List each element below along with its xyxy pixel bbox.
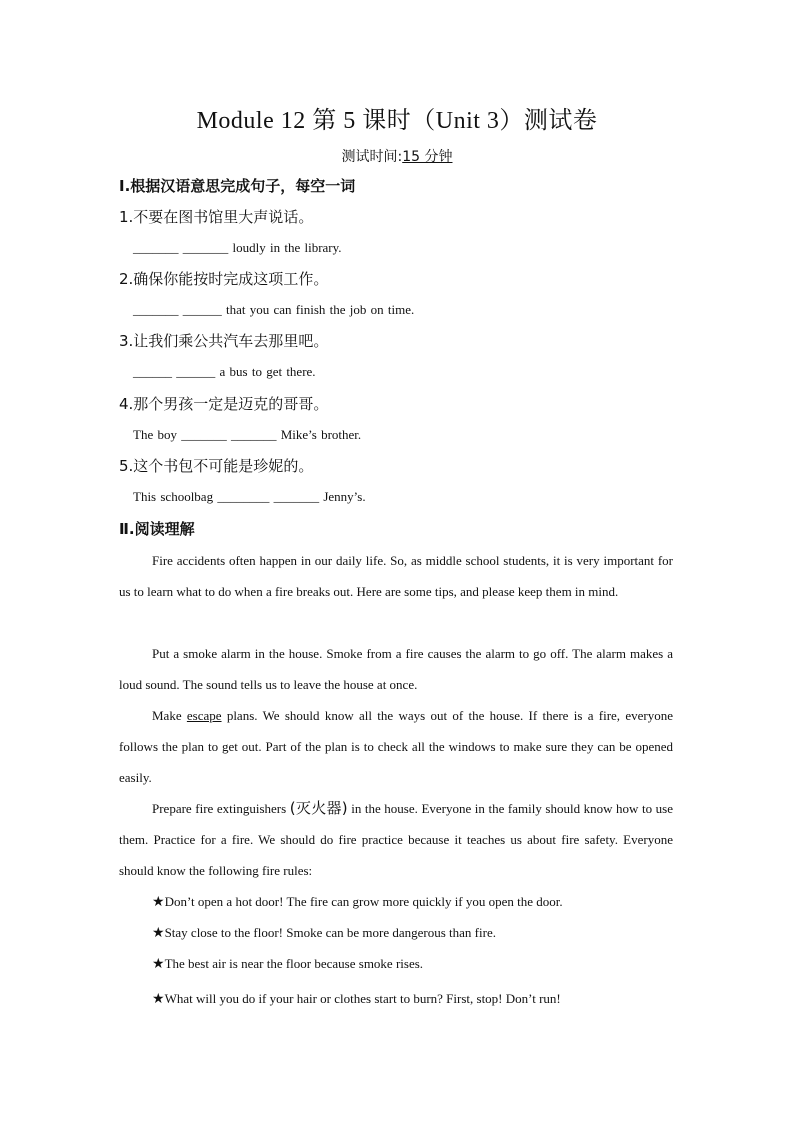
question-5: 5.这个书包不可能是珍妮的。	[119, 457, 314, 475]
paragraph-4-start: Prepare fire extinguishers	[152, 801, 290, 816]
question-4: 4.那个男孩一定是迈克的哥哥。	[119, 395, 329, 413]
question-3: 3.让我们乘公共汽车去那里吧。	[119, 332, 329, 350]
fire-rule-2-text: Stay close to the floor! Smoke can be more dangerous than fire.	[164, 925, 496, 940]
fire-rule-1-text: Don’t open a hot door! The fire can grow more quickly if you open the door.	[164, 894, 563, 909]
test-time	[0, 146, 794, 166]
star-icon: ★	[152, 956, 165, 972]
paragraph-2-text: Put a smoke alarm in the house. Smoke from a fire causes the alarm to go off. The alarm makes a loud sound. The sound tells us to leave the house at once.	[119, 646, 673, 692]
answer-line-3: ______ ______ a bus to get there.	[133, 364, 316, 379]
paragraph-4-rest: in the house. Everyone in the family should know how to use them. Practice for a fire. We should do fire practice because it teaches us about fire safety. Everyone should know the following fire rules:	[119, 801, 673, 878]
star-icon: ★	[152, 894, 165, 910]
underlined-word-escape: escape	[186, 708, 222, 723]
reading-paragraph-4	[119, 793, 673, 886]
answer-line-4: The boy _______ _______ Mike’s brother.	[133, 427, 362, 442]
test-time-value: 15 分钟	[402, 149, 453, 165]
fire-rule-4	[152, 991, 674, 1007]
answer-line-1: _______ _______ loudly in the library.	[133, 240, 342, 255]
fire-rule-4-text: What will you do if your hair or clothes start to burn? First, stop! Don’t run!	[164, 991, 561, 1006]
answer-line-5: This schoolbag ________ _______ Jenny’s.	[133, 489, 366, 504]
reading-paragraph-2	[119, 638, 673, 700]
star-icon: ★	[152, 925, 165, 941]
fire-rule-1	[152, 894, 674, 910]
section-2-heading: Ⅱ.阅读理解	[119, 520, 195, 538]
answer-line-2: _______ ______ that you can finish the job on time.	[133, 302, 415, 317]
fire-rule-2	[152, 925, 674, 941]
paragraph-3-start: Make	[152, 708, 187, 723]
paragraph-3-rest: plans. We should know all the ways out of the house. If there is a fire, everyone follows the plan to get out. Part of the plan is to check all the windows to make sure they can be opened easily.	[119, 708, 673, 785]
page-title: Module 12 第 5 课时（Unit 3）测试卷	[196, 108, 598, 134]
reading-paragraph-3	[119, 700, 673, 793]
question-2: 2.确保你能按时完成这项工作。	[119, 270, 329, 288]
question-1: 1.不要在图书馆里大声说话。	[119, 208, 314, 226]
star-icon: ★	[152, 991, 165, 1007]
test-time-label: 测试时间:	[341, 149, 403, 165]
fire-rule-3-text: The best air is near the floor because smoke rises.	[164, 956, 424, 971]
reading-paragraph-1	[119, 545, 673, 607]
fire-rule-3	[152, 956, 674, 972]
section-1-heading: Ⅰ.根据汉语意思完成句子，每空一词	[119, 177, 356, 195]
chinese-gloss: (灭火器)	[289, 799, 348, 817]
paragraph-1-text: Fire accidents often happen in our daily life. So, as middle school students, it is very important for us to learn what to do when a fire breaks out. Here are some tips, and please keep them in mind.	[119, 553, 673, 599]
